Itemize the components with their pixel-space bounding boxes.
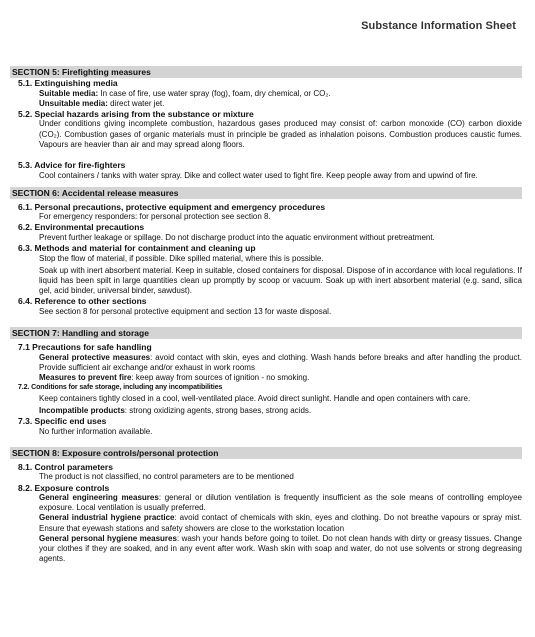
- paragraph: [39, 99, 522, 109]
- paragraph: [39, 406, 522, 416]
- section-heading: SECTION 5: Firefighting measures: [10, 66, 522, 78]
- section-heading: SECTION 8: Exposure controls/personal protection: [10, 447, 522, 459]
- paragraph: For emergency responders: for personal protection see section 8.: [39, 212, 271, 222]
- paragraph-text: : wash your hands before going to toilet. Do not clean hands with dirty or greasy tissues. Change your clothes if they are soaked, and in any event after work. Wash skin with soap and water, do not use solvents or strong degreasing agents.: [39, 533, 522, 564]
- paragraph-label: General engineering measures: [39, 493, 159, 503]
- subsection-heading: 6.1. Personal precautions, protective equipment and emergency procedures: [18, 201, 326, 212]
- document-title: Substance Information Sheet: [361, 20, 516, 32]
- subsection-heading: 7.2. Conditions for safe storage, including any incompatibilities: [18, 384, 223, 392]
- sheet-content: [10, 66, 522, 564]
- subsection-heading: 6.4. Reference to other sections: [18, 296, 147, 307]
- section-heading: SECTION 7: Handling and storage: [10, 327, 522, 339]
- paragraph: The product is not classified, no control parameters are to be mentioned: [39, 472, 294, 482]
- paragraph: Keep containers tightly closed in a cool, well-ventilated place. Avoid direct sunlight. Handle and open containers with care.: [39, 393, 471, 403]
- paragraph: Stop the flow of material, if possible. Dike spilled material, where this is possible.: [39, 253, 324, 263]
- paragraph-label: Incompatible products: [39, 405, 125, 415]
- subsection-heading: 8.2. Exposure controls: [18, 482, 110, 493]
- paragraph: [39, 89, 522, 99]
- paragraph: [39, 534, 522, 565]
- subsection-heading: 7.3. Specific end uses: [18, 416, 107, 427]
- subsection-heading: 5.1. Extinguishing media: [18, 78, 118, 88]
- paragraph-text: direct water jet.: [107, 98, 165, 108]
- subsection-heading: 5.3. Advice for fire-fighters: [18, 160, 126, 171]
- section-heading: SECTION 6: Accidental release measures: [10, 187, 522, 199]
- paragraph-text: : strong oxidizing agents, strong bases, strong acids.: [124, 405, 312, 415]
- paragraph-label: General protective measures: [39, 352, 151, 362]
- paragraph-text: : avoid contact with skin, eyes and clothing. Wash hands before breaks and after handling the product. Provide sufficient air exchange and/or exhaust in work rooms: [39, 352, 522, 372]
- paragraph: Prevent further leakage or spillage. Do not discharge product into the aquatic environment without pretreatment.: [39, 232, 435, 242]
- subsection-heading: 7.1 Precautions for safe handling: [18, 342, 152, 353]
- subsection-heading: 6.2. Environmental precautions: [18, 222, 145, 233]
- paragraph-label: Measures to prevent fire: [39, 373, 132, 383]
- paragraph-text: : avoid contact of chemicals with skin, eyes and clothing. Do not breathe vapours or spray mist. Ensure that eyewash stations and safety showers are close to the workstation location: [39, 513, 522, 533]
- paragraph: Under conditions giving incomplete combustion, hazardous gases produced may consist of: carbon monoxide (CO) carbon dioxide (CO₂). Combustion gases of organic materials must in principle be graded as inhalation poisons. Combustion produces caustic fumes. Vapours are heavier than air and may spread along floors.: [39, 119, 522, 149]
- paragraph: [39, 373, 522, 383]
- paragraph-text: In case of fire, use water spray (fog), foam, dry chemical, or CO₂.: [98, 88, 331, 98]
- paragraph-text: : general or dilution ventilation is frequently insufficient as the sole means of controlling employee exposure. Local ventilation is usually preferred.: [39, 493, 523, 513]
- subsection-heading: 5.2. Special hazards arising from the substance or mixture: [18, 108, 254, 119]
- paragraph-label: General personal hygiene measures: [39, 533, 177, 543]
- paragraph-label: Unsuitable media:: [39, 98, 108, 108]
- paragraph-text: : keep away from sources of ignition - no smoking.: [131, 373, 310, 383]
- paragraph: See section 8 for personal protective equipment and section 13 for waste disposal.: [39, 306, 332, 316]
- paragraph: Cool containers / tanks with water spray. Dike and collect water used to fight fire. Keep people away from and upwind of fire.: [39, 170, 478, 180]
- paragraph: [39, 353, 522, 373]
- paragraph: No further information available.: [39, 426, 153, 436]
- paragraph-label: General industrial hygiene practice: [39, 513, 175, 523]
- subsection-heading: 8.1. Control parameters: [18, 461, 113, 472]
- paragraph: [39, 493, 522, 513]
- subsection-heading: 6.3. Methods and material for containment and cleaning up: [18, 243, 256, 254]
- paragraph: [39, 513, 522, 533]
- paragraph-label: Suitable media:: [39, 88, 99, 98]
- paragraph: Soak up with inert absorbent material. Keep in suitable, closed containers for disposal. Dispose of in accordance with local regulations. If liquid has been spilt in large quantities clean up promptly by scoop or vacuum. Soak up with inert absorbent material (e.g. sand, silica gel, acid binder, universal binder, sawdust).: [39, 265, 522, 296]
